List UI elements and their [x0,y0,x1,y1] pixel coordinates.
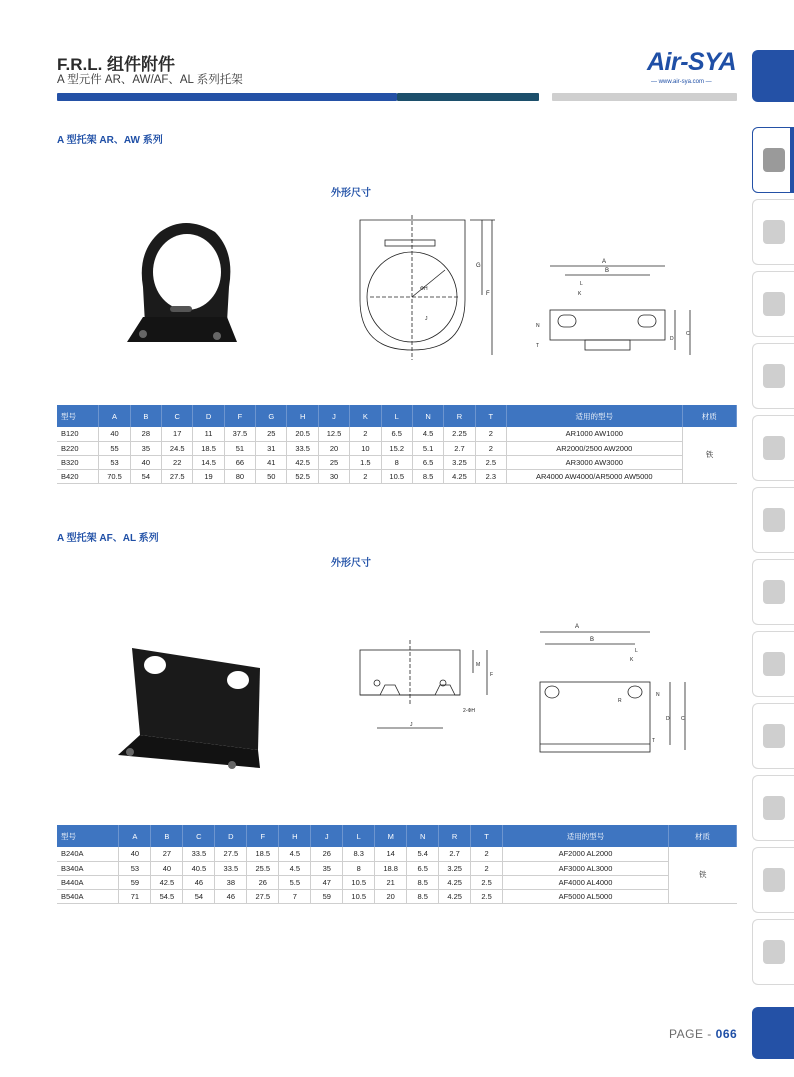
brand-url: — www.air-sya.com — [651,79,712,85]
cell: 46 [183,875,215,889]
svg-text:G: G [476,263,481,269]
pressure-switch-icon [763,580,785,604]
col-header: R [444,405,475,427]
svg-text:A: A [602,259,607,265]
svg-text:B: B [605,268,610,274]
bracket-ar-aw-front-drawing [350,215,500,363]
cell: 26 [247,875,279,889]
dimension-title-1: 外形尺寸 [331,188,371,199]
cell: 26 [311,847,343,861]
col-header: 型号 [57,825,119,847]
cell: 2.3 [475,469,506,483]
cell: 47 [311,875,343,889]
col-header: C [162,405,193,427]
table-row [57,861,737,875]
col-header: C [183,825,215,847]
side-tab-valve[interactable] [752,415,794,481]
col-header: 材质 [668,825,736,847]
page-label: PAGE - [669,1027,712,1041]
side-tab-bracket[interactable] [752,847,794,913]
cell: AF5000 AL5000 [503,889,669,903]
side-tab-bottom[interactable] [752,1007,794,1059]
col-header: H [287,405,318,427]
page-number-value: 066 [715,1027,738,1041]
cell: 27.5 [247,889,279,903]
cell: 3.25 [439,861,471,875]
svg-text:ΦH: ΦH [420,286,428,292]
bracket-ar-aw-top-drawing [530,255,705,370]
bracket-icon [763,868,785,892]
cell: AR3000 AW3000 [506,455,682,469]
cell: 33.5 [183,847,215,861]
svg-text:J: J [425,316,428,322]
section-heading-ar-aw: A 型托架 AR、AW 系列 [57,135,163,146]
cell: 33.5 [215,861,247,875]
col-header: 适用的型号 [503,825,669,847]
col-header: A [99,405,130,427]
table-row [57,455,737,469]
page-subtitle: A 型元件 AR、AW/AF、AL 系列托架 [57,74,243,86]
side-tab-manifold[interactable] [752,631,794,697]
side-tab-regulator[interactable] [752,271,794,337]
cell: 28 [130,427,161,441]
side-tab-elbow[interactable] [752,703,794,769]
cell: 41 [256,455,287,469]
header-bar-gray [552,93,737,101]
section-heading-af-al: A 型托架 AF、AL 系列 [57,533,159,544]
cell: 20.5 [287,427,318,441]
cell: 5.4 [407,847,439,861]
page-number [669,1027,737,1041]
col-header: G [256,405,287,427]
cell: B240A [57,847,119,861]
cell: B440A [57,875,119,889]
cell: 7 [279,889,311,903]
cell: 19 [193,469,224,483]
table-row [57,469,737,483]
svg-text:F: F [486,291,490,297]
col-header: 材质 [682,405,736,427]
col-header: H [279,825,311,847]
col-header: J [318,405,349,427]
cell: 2.5 [471,875,503,889]
cell: 2 [350,427,381,441]
side-tab-top[interactable] [752,50,794,102]
cell: AF4000 AL4000 [503,875,669,889]
cell: 37.5 [224,427,255,441]
bracket-af-al-front-drawing [355,640,505,740]
cell: 10.5 [381,469,412,483]
cell: AF3000 AL3000 [503,861,669,875]
table-row [57,875,737,889]
cell: 46 [215,889,247,903]
side-tab-silencer[interactable] [752,775,794,841]
cell: 10 [350,441,381,455]
table-row [57,427,737,441]
cell: 27.5 [215,847,247,861]
elbow-icon [763,724,785,748]
cell: 5.5 [279,875,311,889]
col-header: B [151,825,183,847]
header-bar-blue [57,93,397,101]
accessory-icon [763,940,785,964]
cell: 30 [318,469,349,483]
side-tab-accessory[interactable] [752,919,794,985]
table-row [57,889,737,903]
cell: 53 [119,861,151,875]
col-header: T [471,825,503,847]
col-header: N [412,405,443,427]
bracket-af-al-side-drawing [530,620,700,755]
cell: 66 [224,455,255,469]
col-header: R [439,825,471,847]
valve-icon [763,436,785,460]
cell: 17 [162,427,193,441]
cell: B120 [57,427,99,441]
filter-regulator-icon [763,148,785,172]
cell: 2.25 [444,427,475,441]
col-header: F [224,405,255,427]
cell: 21 [375,875,407,889]
fitting-icon [763,508,785,532]
cell: 14 [375,847,407,861]
cell: 25 [318,455,349,469]
cell: 4.5 [279,847,311,861]
cell: 8.5 [407,889,439,903]
regulator-icon [763,292,785,316]
side-tab-pressure-switch[interactable] [752,559,794,625]
svg-text:2-ΦH: 2-ΦH [463,708,476,714]
spec-table-ar-aw [57,405,737,484]
cell: B320 [57,455,99,469]
cell: 25.5 [247,861,279,875]
cell: 18.8 [375,861,407,875]
col-header: F [247,825,279,847]
cell: 53 [99,455,130,469]
svg-text:M: M [476,662,481,668]
cell: 40.5 [183,861,215,875]
cell: 10.5 [343,875,375,889]
cell: 22 [162,455,193,469]
col-header: T [475,405,506,427]
cell: 2 [350,469,381,483]
cell: 2.5 [471,889,503,903]
svg-text:L: L [635,648,638,654]
table-header-row [57,825,737,847]
cell: 31 [256,441,287,455]
cell: 35 [311,861,343,875]
cell: 8 [343,861,375,875]
cell: 2.7 [444,441,475,455]
cell: 2 [471,847,503,861]
cell: 27 [151,847,183,861]
svg-text:D: D [666,716,670,722]
cell: 5.1 [412,441,443,455]
cell: AR2000/2500 AW2000 [506,441,682,455]
table-row [57,441,737,455]
cell: 2 [475,427,506,441]
cell: 3.25 [444,455,475,469]
cell: 40 [119,847,151,861]
cell: 6.5 [407,861,439,875]
cell: AR4000 AW4000/AR5000 AW5000 [506,469,682,483]
svg-text:K: K [630,657,634,663]
svg-text:K: K [578,291,582,297]
side-tab-lubricator[interactable] [752,343,794,409]
svg-text:L: L [580,281,583,287]
cell: 40 [151,861,183,875]
material-cell: 铁 [682,427,736,483]
cell: 15.2 [381,441,412,455]
cell: 4.25 [444,469,475,483]
cell: 40 [99,427,130,441]
cell: 10.5 [343,889,375,903]
cell: 59 [119,875,151,889]
side-tab-fitting[interactable] [752,487,794,553]
col-header: 适用的型号 [506,405,682,427]
svg-text:C: C [686,331,690,337]
cell: 6.5 [381,427,412,441]
cell: 54.5 [151,889,183,903]
cell: 33.5 [287,441,318,455]
cell: 59 [311,889,343,903]
cell: 27.5 [162,469,193,483]
cell: 52.5 [287,469,318,483]
cell: B420 [57,469,99,483]
cell: 2 [475,441,506,455]
cell: 4.25 [439,889,471,903]
cell: 71 [119,889,151,903]
cell: 4.5 [412,427,443,441]
svg-text:D: D [670,336,674,342]
spec-table-af-al [57,825,737,904]
svg-text:F: F [490,672,494,678]
cell: 1.5 [350,455,381,469]
cell: 18.5 [193,441,224,455]
brand-logo: Air-SYA [647,48,737,76]
col-header: J [311,825,343,847]
cell: 12.5 [318,427,349,441]
cell: AR1000 AW1000 [506,427,682,441]
cell: 8 [381,455,412,469]
cell: 14.5 [193,455,224,469]
cell: 2.5 [475,455,506,469]
col-header: D [215,825,247,847]
svg-text:B: B [590,637,595,643]
page-title: F.R.L. 组件附件 [57,55,176,74]
col-header: L [381,405,412,427]
cell: 25 [256,427,287,441]
bracket-af-al-photo [110,640,270,775]
cell: 2.7 [439,847,471,861]
cell: 42.5 [151,875,183,889]
filter-icon [763,220,785,244]
svg-text:A: A [575,624,580,630]
table-header-row [57,405,737,427]
dimension-title-2: 外形尺寸 [331,558,371,569]
col-header: K [350,405,381,427]
cell: 80 [224,469,255,483]
svg-text:C: C [681,716,685,722]
cell: 11 [193,427,224,441]
cell: 8.5 [407,875,439,889]
side-tab-filter[interactable] [752,199,794,265]
side-tab-filter-regulator[interactable] [752,127,794,193]
cell: 51 [224,441,255,455]
cell: B540A [57,889,119,903]
manifold-icon [763,652,785,676]
svg-text:N: N [536,323,540,329]
cell: B340A [57,861,119,875]
silencer-icon [763,796,785,820]
cell: 40 [130,455,161,469]
col-header: M [375,825,407,847]
svg-text:T: T [536,343,540,349]
bracket-ar-aw-photo [125,212,245,362]
cell: 35 [130,441,161,455]
cell: B220 [57,441,99,455]
col-header: B [130,405,161,427]
header-bar-teal [397,93,539,101]
col-header: D [193,405,224,427]
col-header: A [119,825,151,847]
cell: 55 [99,441,130,455]
cell: 38 [215,875,247,889]
cell: 20 [318,441,349,455]
cell: 54 [130,469,161,483]
col-header: 型号 [57,405,99,427]
cell: 24.5 [162,441,193,455]
col-header: N [407,825,439,847]
lubricator-icon [763,364,785,388]
svg-text:N: N [656,692,660,698]
cell: AF2000 AL2000 [503,847,669,861]
cell: 20 [375,889,407,903]
cell: 70.5 [99,469,130,483]
table-row [57,847,737,861]
cell: 50 [256,469,287,483]
svg-text:R: R [618,698,622,704]
cell: 54 [183,889,215,903]
col-header: L [343,825,375,847]
cell: 4.5 [279,861,311,875]
material-cell: 铁 [668,847,736,903]
cell: 8.3 [343,847,375,861]
cell: 8.5 [412,469,443,483]
cell: 2 [471,861,503,875]
cell: 6.5 [412,455,443,469]
cell: 18.5 [247,847,279,861]
cell: 42.5 [287,455,318,469]
svg-text:J: J [410,722,413,728]
svg-text:T: T [652,738,656,744]
cell: 4.25 [439,875,471,889]
